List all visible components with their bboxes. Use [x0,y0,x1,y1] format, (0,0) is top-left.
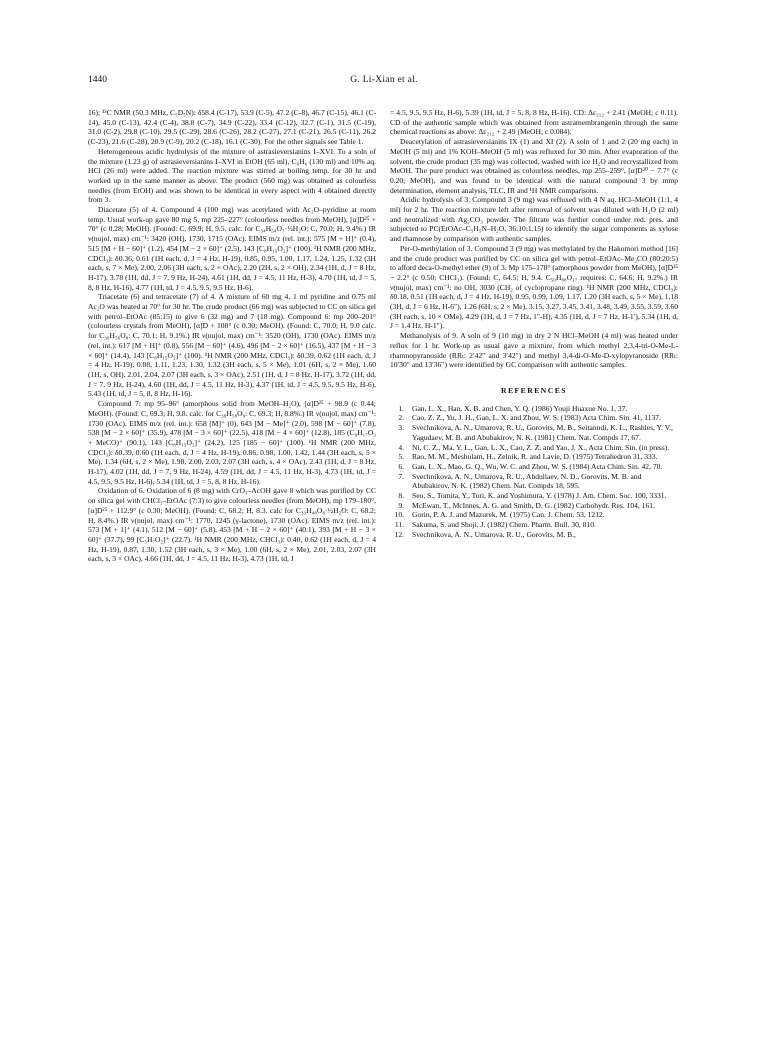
paragraph: 16); ¹³C NMR (50.3 MHz, C₅D₅N): δ58.4 (C-17), 53.9 (C-5), 47.2 (C-8), 46.7 (C-15), 46.1 (C-14), 45.0 (C-13), 42.4 (C-4), 38.8 (C-7), 34.9 (C-22), 33.4 (C-12), 32.7 (C-1), 31.5 (C-19), 31.0 (C-2), 29.8 (C-10), 29.5 (C-29), 28.6 (C-26), 28.2 (C-27), 27.1 (C-21), 26.5 (C-11), 26.2 (C-23), 21.6 (C-28), 20.9 (C-9), 20.2 (C-18), 16.1 (C-30). For the other signals see Table 1. [88,108,376,147]
reference-text: Svechnikova, A. N., Umarova, R. U., Gorovits, M. B., Seitanndi, K. L., Rashles, Y. V., Yagudaev, M. B. and Abubakirov, N. K. (1981) Chem. Nat. Compds 17, 67. [412,423,673,442]
reference-text: Gan, L. X., Mao, G. Q., Wu, W. C. and Zhou, W. S. (1984) Acta Chim. Sin. 42, 70. [412,461,663,471]
paragraph: Oxidation of 6. Oxidation of 6 (8 mg) with CrO₃–AcOH gave 8 which was purified by CC on silica gel with CHCl₃–EtOAc (7:3) to give colourless needles (from MeOH), mp 179–180°, [α]D²⁵ + 112.9° (c 0.30; MeOH). (Found: C, 68.2; H, 8.3. calc for C₃₃H₄₈O₈·½H₂O: C, 68.2; H, 8.4%.) IR ν(nujol, max) cm⁻¹: 1770, 1245 (γ-lactone), 1730 (OAc). EIMS m/z (rel. int.): 573 [M + 1]⁺ (4.1), 512 [M − 60]⁺ (5.8), 453 [M + H − 2 × 60]⁺ (40.1), 393 [M + H − 3 × 60]⁺ (37.7), 99 [C₅H₇O₂]⁺ (22.7). ¹H NMR (200 MHz, CHCl₃): 0.40, 0.62 (1H each, d, J = 4 Hz, H-19), 0.87, 1.30, 1.52 (3H each, s, 3 × Me), 1.00 (6H, s, 2 × Me), 2.01, 2.03, 2.07 (3H each, s, 3 × OAc), 4.66 (1H, dd, J = 4.5, 11 Hz, H-3), 4.73 (1H, td, J [88,486,376,564]
reference-list [390,404,678,540]
reference-item [390,423,678,442]
right-column [390,108,678,1018]
reference-text: Gan, L. X., Han, X. B. and Chen, Y. Q. (1986) Youji Huaxue No. 1, 37. [412,403,628,413]
reference-number: 10. [394,510,404,520]
running-header-author: G. Li-Xian et al. [350,75,418,85]
reference-item [390,491,678,501]
reference-number: 4. [398,442,404,452]
reference-item [390,510,678,520]
reference-text: McEwan, T., McInnes, A. G. and Smith, D. G. (1982) Carbohydr. Res. 104, 161. [412,500,655,510]
reference-item [390,413,678,423]
references-heading: REFERENCES [500,385,568,395]
reference-number: 7. [398,471,404,481]
reference-item [390,520,678,530]
reference-text: Rao, M. M., Meshulam, H., Zelnik, R. and Lavie, D. (1975) Tetrahedron 31, 333. [412,452,658,462]
reference-item [390,404,678,414]
reference-item [390,530,678,540]
reference-item [390,462,678,472]
paragraph: Methanolysis of 9. A soln of 9 (10 mg) in dry 2 N HCl–MeOH (4 ml) was heated under reflux for 1 hr. Work-up as usual gave a mixture, from which methyl 2,3,4-tri-O-Me-L-rhamnopyranoside (RRₜ: 2′42″ and 3′42″) and methyl 3,4-di-O-Me-D-xylopyranoside (RRₜ: 10′30″ and 13′36″) were identified by GC comparison with authentic samples. [390,331,678,370]
paragraph: Per-O-methylation of 3. Compound 3 (9 mg) was methylated by the Hakomori method [16] and the crude product was purified by CC on silica gel with petrol–EtOAc–Me₂CO (80:20:5) to afford deca-O-methyl ether (9) of 3. Mp 175–178° (amorphous powder from MeOH), [α]D²⁵ − 2.2° (c 0.50; CHCl₃). (Found: C, 64.5; H, 9.4. C₅₀H₈₈O₁₇ requires: C, 64.6; H, 9.2%.) IR ν(nujol, max) cm⁻¹: no OH, 3030 (CH₂ of cyclopropane ring). ¹H NMR (200 MHz, CDCl₃): δ0.18, 0.51 (1H each, d, J = 4 Hz, H-19), 0.95, 0.99, 1.09, 1.17, 1.20 (3H each, s, 5 × Me), 1.18 (3H, d, J = 6 Hz, H-6″), 1.26 (6H, s, 2 × Me), 3.15, 3.27, 3.45, 3.41, 3.48, 3.49, 3.55, 3.59, 3.60 (3H each, s, 10 × OMe), 4.29 (1H, d, J = 7 Hz, 1″-H), 4.35 (1H, d, J = 7 Hz, H-1′), 5.34 (1H, d, J = 1.4 Hz, H-1″). [390,243,678,331]
reference-number: 1. [398,403,404,413]
reference-text: Cao, Z. Z., Yu, J. H., Gan, L. X. and Zhou, W. S. (1983) Acta Chim. Sin. 41, 1137. [412,413,661,423]
reference-text: Seo, S., Tomita, Y., Tori, K. and Yoshimura, Y. (1978) J. Am. Chem. Soc. 100, 3331. [412,491,667,501]
reference-text: Gorin, P. A. J. and Mazurek, M. (1975) Can. J. Chem. 53, 1212. [412,510,605,520]
reference-number: 12. [394,529,404,539]
page-number: 1440 [88,75,107,85]
reference-item [390,472,678,491]
paragraph: Acidic hydrolysis of 3. Compound 3 (9 mg) was refluxed with 4 N aq. HCl–MeOH (1:1, 4 ml) for 2 hr. The reaction mixture left after removal of solvent was diluted with H₂O (2 ml) and neutralized with Ag₂CO₃ powder. The filtrate was further concd under red. pres. and subjected to PC(EtOAc–C₅H₅N–H₂O, 36:10:1.15) to identify the sugar components as xylose and rhamnose by comparison with authentic samples. [390,195,678,244]
reference-item [390,443,678,453]
reference-number: 6. [398,461,404,471]
paragraph: Diacetate (5) of 4. Compound 4 (100 mg) was acetylated with Ac₂O–pyridine at room temp. Usual work-up gave 80 mg 5, mp 225–227° (colourless needles from MeOH), [α]D²⁵ + 70° (c 0.28; MeOH). (Found: C, 69.9; H, 9.5. calc. for C₃₄H₅₄O₇·½H₂O: C, 70.0; H, 9.4%.) IR ν(nujol, max) cm⁻¹: 3420 (OH), 1730, 1715 (OAc). EIMS m/z (rel. int.): 575 [M + H]⁺ (0.4), 515 [M + H − 60]⁺ (1.2), 454 [M − 2 × 60]⁺ (2.5), 143 [C₈H₁₅O₂]⁺ (100). ¹H NMR (200 MHz, CDCl₃): δ0.36, 0.61 (1H each, d, J = 4 Hz, H-19), 0.85, 0.95, 1.00, 1.17, 1.24, 1.25, 1.32 (3H each, s, 7 × Me), 2.00, 2.06 (3H each, s, 2 × OAc), 2.20 (2H, s, 2 × OH), 2.34 (1H, d, J = 8 Hz, H-17), 3.78 (1H, dd, J = 7, 9 Hz, H-24), 4.61 (1H, dd, J = 4.5, 11 Hz, H-3), 4.70 (1H, td, J = 5, 8, 8 Hz, H-16), 4.77 (1H, td, J = 4.5, 9.5, 9.5 Hz, H-6). [88,205,376,292]
paragraph: = 4.5, 9.5, 9.5 Hz, H-6), 5.39 (1H, td, J = 5, 8, 8 Hz, H-16). CD: Δε₂₁₂ + 2.41 (MeOH; c 0.11). CD of the authentic sample which was obtained from astramembrangenin through the same chemical reactions as above: Δε₂₁₂ + 2.49 (MeOH; c 0.084). [390,108,678,137]
paragraph: Triacetate (6) and tetracetate (7) of 4. A mixture of 60 mg 4, 1 ml pyridine and 0.75 ml Ac₂O was heated at 70° for 30 hr. The crude product (66 mg) was subjected to CC on silica gel with petrol–EtOAc (85:15) to give 6 (32 mg) and 7 (18 mg). Compound 6: mp 200–201° (colourless crystals from MeOH), [α]D + 108° (c 0.30; MeOH). (Found: C, 70.0; H, 9.0 calc. for C₃₆H₅₆O₈: C, 70.1; H, 9.1%.) IR ν(nujol, max) cm⁻¹: 3520 (OH), 1730 (OAc). EIMS m/z (rel. int.): 617 [M + H]⁺ (0.8), 556 [M − 60]⁺ (4.6), 496 [M − 2 × 60]⁺ (16.5), 437 [M + H − 3 × 60]⁺ (14.4), 143 [C₈H₁₅O₂]⁺ (100). ¹H NMR (200 MHz, CDCl₃): δ0.39, 0.62 (1H each, d, J = 4 Hz, H-19), 0.88, 1.11, 1.23, 1.30, 1.32 (3H each, s, 5 × Me), 1.01 (6H, s, 2 × Me), 1.60 (1H, s, OH), 2.01, 2.04, 2.07 (3H each, s, 3 × OAc), 2.51 (1H, d, J = 8 Hz, H-17), 3.72 (1H, dd, J = 7, 9 Hz, H-24), 4.60 (1H, dd, J = 4.5, 11 Hz, H-3), 4.37 (1H, td, J = 4.5, 9.5, 9.5 Hz, H-6), 5.43 (1H, td, J = 5, 8, 8 Hz, H-16). [88,292,376,399]
reference-number: 9. [398,500,404,510]
reference-text: Svechnikova, A. N., Umarova, R. U., Gorovits, M. B., [412,529,576,539]
paragraph: Compound 7: mp 95–96° (amorphous solid from MeOH–H₂O), [α]D²⁵ + 98.9 (c 0.44; MeOH). (Found: C, 69.3; H, 9.8. calc. for C₃₈H₅₈O₉: C, 69.3; H, 8.8%.) IR ν(nujol, max) cm⁻¹: 1730 (OAc). EIMS m/z (rel. int.): 658 [M]⁺ (0), 643 [M − Me]⁺ (2.0), 598 [M − 60]⁺ (7.8), 538 [M − 2 × 60]⁺ (35.9), 478 [M − 3 × 60]⁺ (22.5), 418 [M − 4 × 60]⁺ (12.8), 185 (C₉H₁₇O₃ + MeCO)⁺ (90.1), 143 [C₈H₁₅O₂]⁺ (24.2), 125 [185 − 60]⁺ (100). ¹H NMR (200 MHz, CDCl₃): δ0.39, 0.60 (1H each, d, J = 4 Hz, H-19), 0.86, 0.98, 1.00, 1.42, 1.44 (3H each, s, 5 × Me), 1.34 (6H, s, 2 × Me), 1.98, 2.00, 2.03, 2.07 (3H each, s, 4 × OAc), 2.43 (1H, d, J = 8 Hz, H-17), 4.02 (1H, dd, J = 7, 9 Hz, H-24), 4.59 (1H, dd, J = 4.5, 11 Hz, H-3), 4.73 (1H, td, J = 4.5, 9.5, 9.5 Hz, H-6), 5.34 (1H, td, J = 5, 8, 8 Hz, H-16). [88,399,376,486]
reference-item [390,501,678,511]
paragraph: Deacetylation of astrasieversianins IX (1) and XI (2). A soln of 1 and 2 (20 mg each) in MeOH (5 ml) and 1% KOH–MeOH (5 ml) was refluxed for 30 min. After evaporation of the solvent, the crude product (35 mg) was collected, washed with ice H₂O and recrystallized from MeOH. The pure product was obtained as colourless needles, mp 255–259°, [α]D²⁰ − 7.7° (c 0.20; MeOH), and was found to be identical with the natural compound 3 by mmp determination, element analysis, TLC, IR and ¹H NMR comparisons. [390,137,678,195]
reference-number: 3. [398,423,404,433]
reference-number: 5. [398,452,404,462]
reference-number: 11. [394,520,404,530]
reference-item [390,452,678,462]
paragraph: Heterogeneous acidic hydrolysis of the mixture of astrasieversianins I–XVI. To a soln of the mixture (1.23 g) of astrasieversianins I–XVI in EtOH (65 ml), C₆H₆ (130 ml) and 10% aq. HCl (26 ml) were added. The reaction mixture was stirred at boiling temp. for 30 hr and worked up in the same manner as above. The product (560 mg) was obtained as colourless needles (from EtOH) and was shown to be identical in every aspect with 4 obtained directly from 3. [88,146,376,205]
reference-text: Ni, C. Z., Ma, Y. L., Gan, L. X., Cao, Z. Z. and Yao, J. X., Acta Chim. Sin. (in press). [412,442,670,452]
reference-text: Sakuma, S. and Shoji, J. (1982) Chem. Pharm. Bull. 30, 810. [412,520,596,530]
reference-text: Svechnikova, A. N., Umarova, R. U., Abdullaev, N. D., Gorovits, M. B. and Abubakirov, N. K. (1982) Chem. Nat. Compds 18, 595. [412,471,642,491]
reference-number: 8. [398,491,404,501]
reference-number: 2. [398,413,404,423]
left-column [88,108,376,1018]
